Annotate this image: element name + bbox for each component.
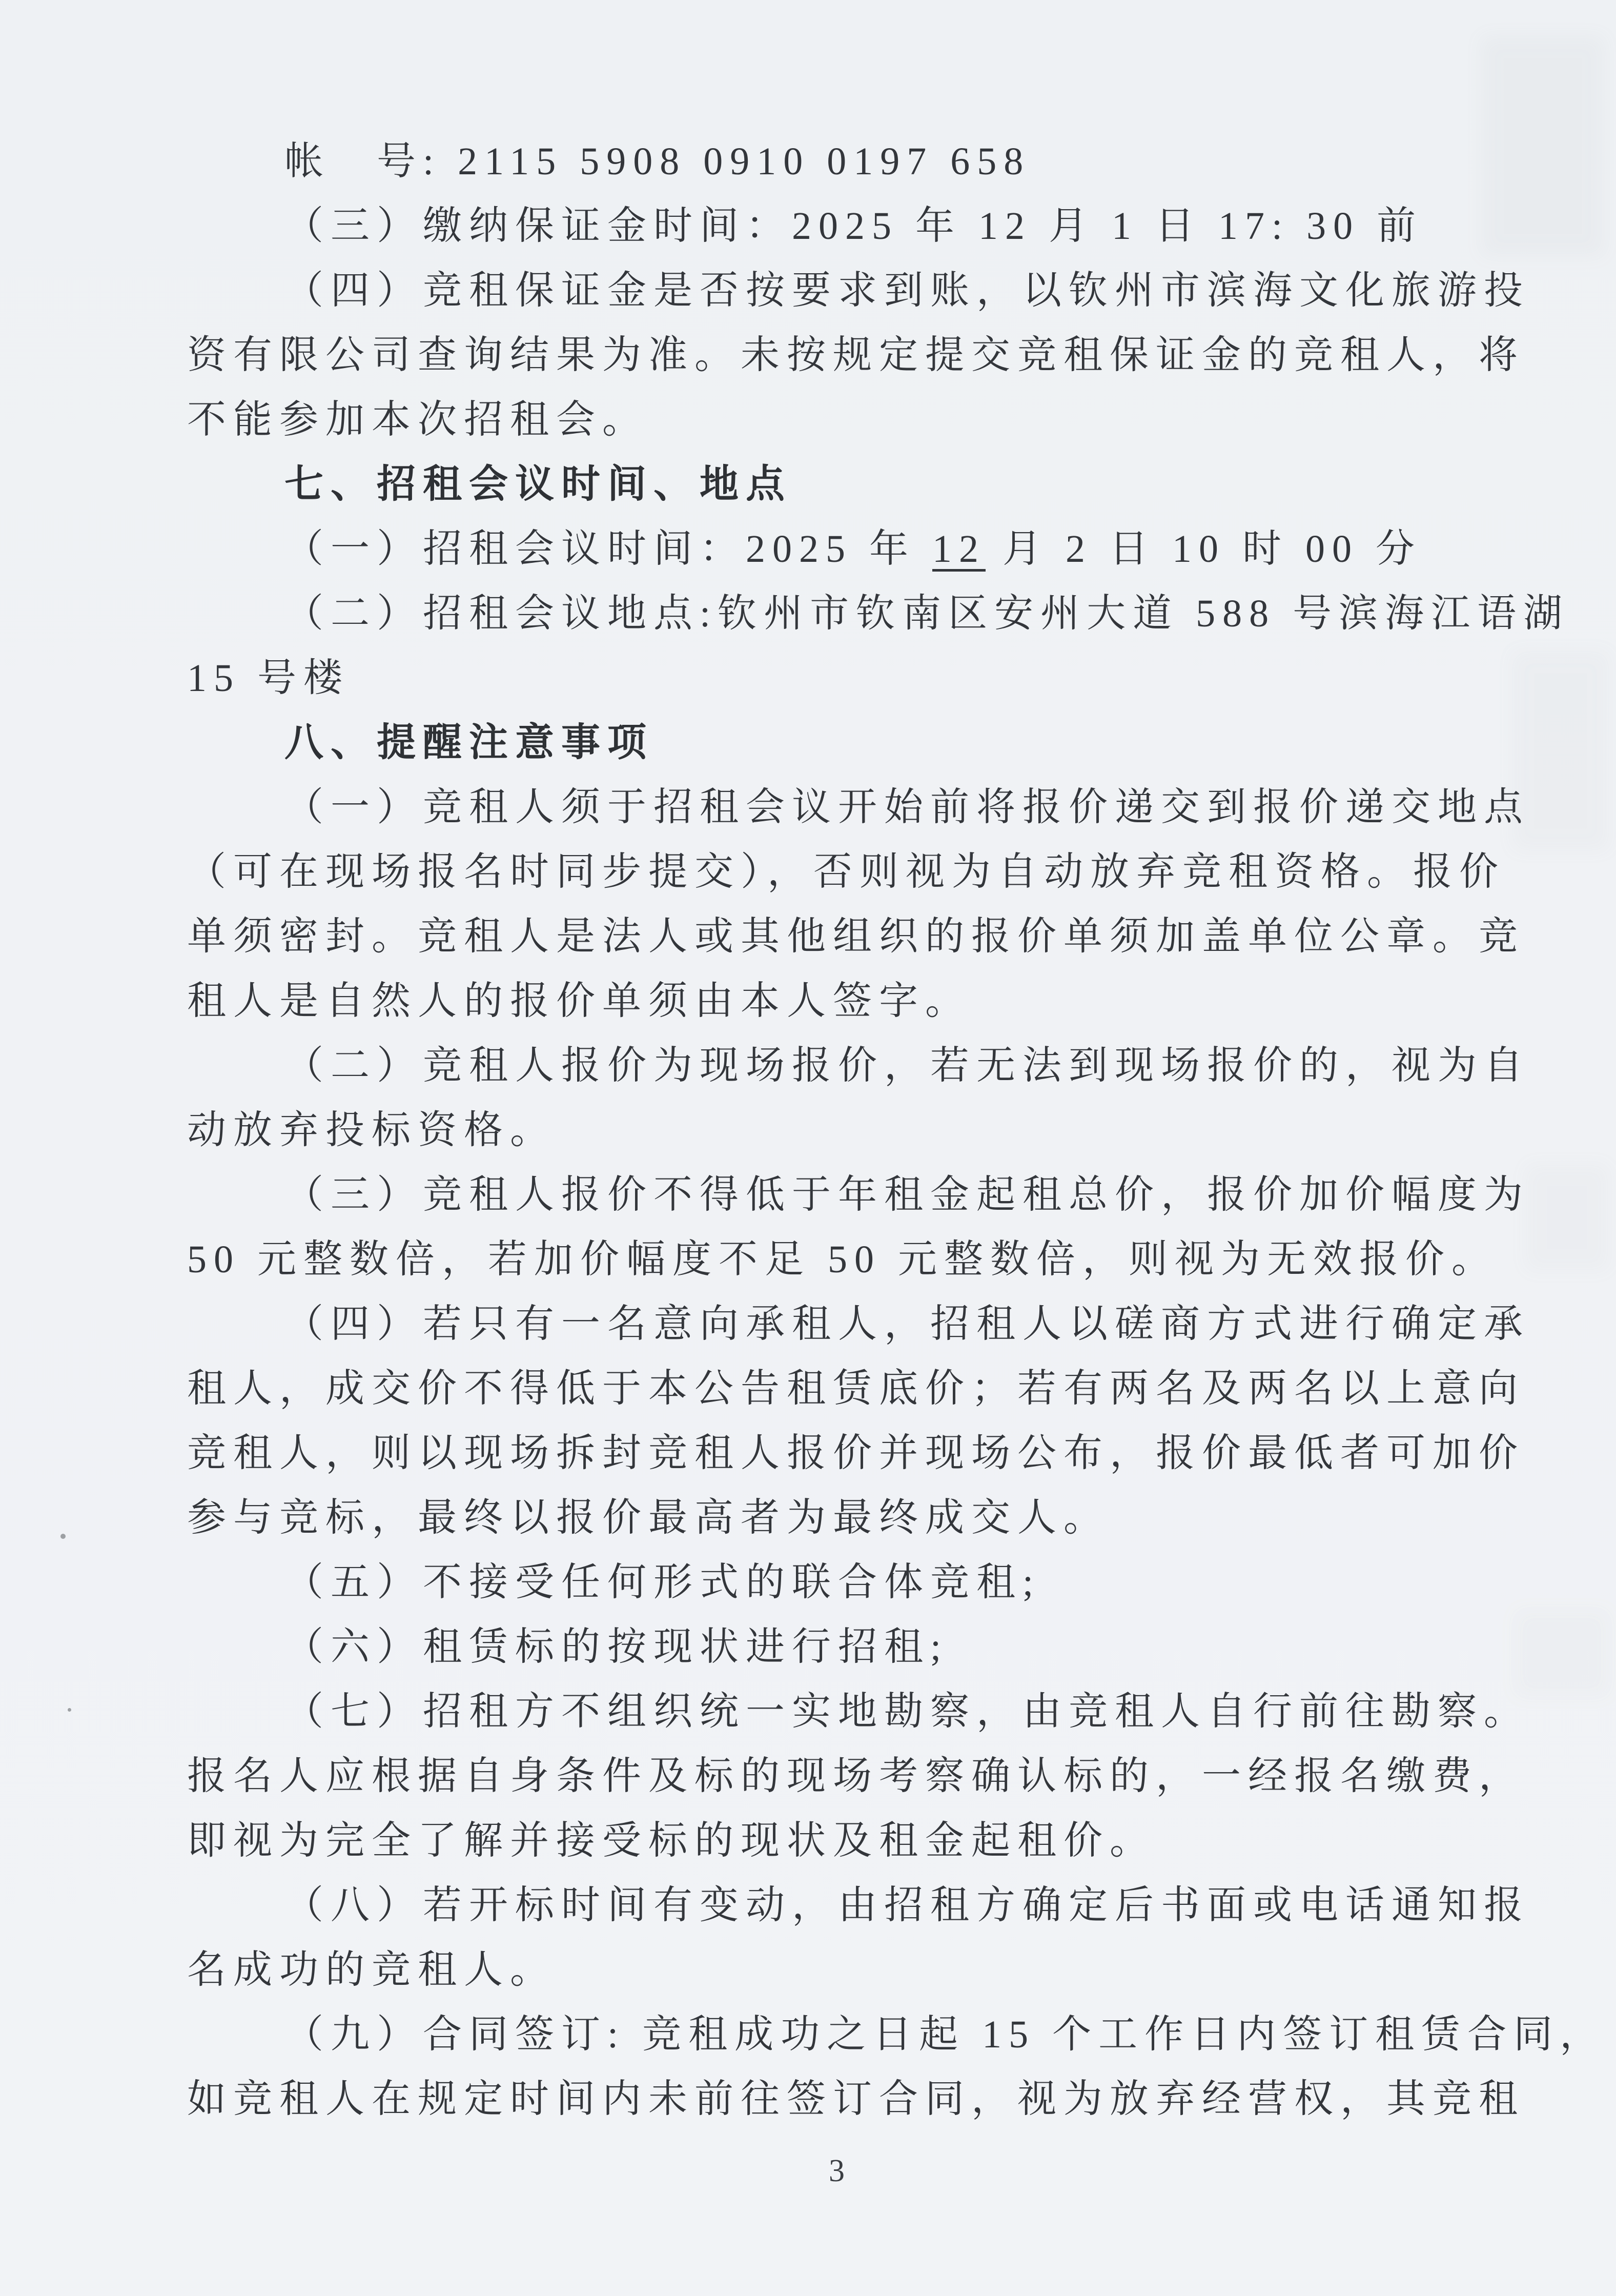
line-text: 租人是自然人的报价单须由本人签字。 [187, 980, 971, 1023]
line-text: 不能参加本次招租会。 [187, 398, 648, 441]
document-line [187, 1486, 1486, 1550]
document-line [187, 1163, 1530, 1227]
line-text: （二）招租会议地点:钦州市钦南区安州大道 588 号滨海江语湖 [284, 592, 1570, 635]
line-text: 资有限公司查询结果为准。未按规定提交竞租保证金的竞租人，将 [187, 334, 1525, 377]
line-text: 租人，成交价不得低于本公告租赁底价；若有两名及两名以上意向 [187, 1367, 1525, 1410]
document-line [187, 775, 1530, 840]
line-text: 50 元整数倍，若加价幅度不足 50 元整数倍，则视为无效报价。 [187, 1238, 1498, 1281]
document-body [187, 129, 1606, 2131]
document-line [187, 1033, 1530, 1098]
document-line [187, 840, 1505, 904]
section-heading [187, 452, 1486, 517]
document-line [187, 1873, 1530, 1938]
page-number: 3 [829, 2153, 845, 2188]
document-line [187, 904, 1525, 969]
line-text: （九）合同签订: 竞租成功之日起 15 个工作日内签订租赁合同， [284, 2013, 1606, 2056]
document-line [187, 1292, 1530, 1356]
underlined-text: 12 [932, 527, 986, 571]
line-text: 参与竞标，最终以报价最高者为最终成交人。 [187, 1496, 1110, 1539]
line-text: （七）招租方不组织统一实地勘察，由竞租人自行前往勘察。 [284, 1690, 1530, 1733]
document-line [187, 1679, 1530, 1744]
line-text: 单须密封。竞租人是法人或其他组织的报价单须加盖单位公章。竞 [187, 915, 1525, 958]
document-line [187, 646, 1486, 710]
line-text: 八、提醒注意事项 [284, 721, 653, 764]
document-line [187, 129, 1486, 194]
line-text: （三）竞租人报价不得低于年租金起租总价，报价加价幅度为 [284, 1173, 1530, 1216]
line-text: 竞租人，则以现场拆封竞租人报价并现场公布，报价最低者可加价 [187, 1432, 1525, 1475]
document-line [187, 969, 1486, 1033]
document-line [187, 1938, 1486, 2002]
document-line [187, 1744, 1525, 1809]
document-line [187, 194, 1486, 258]
line-text: 即视为完全了解并接受标的现状及租金起租价。 [187, 1819, 1156, 1862]
document-line [187, 517, 1486, 581]
document-line [187, 1227, 1498, 1292]
document-line [187, 323, 1525, 388]
line-text: 动放弃投标资格。 [187, 1109, 556, 1152]
document-line [187, 1098, 1486, 1163]
document-line [187, 2002, 1606, 2067]
document-line [187, 1809, 1486, 1873]
document-line [187, 1421, 1525, 1486]
section-heading [187, 710, 1486, 775]
line-text: （四）竞租保证金是否按要求到账，以钦州市滨海文化旅游投 [284, 269, 1530, 312]
document-line [187, 1356, 1525, 1421]
line-text: （可在现场报名时同步提交），否则视为自动放弃竞租资格。报价 [187, 850, 1505, 893]
document-line [187, 581, 1570, 646]
line-text: 名成功的竞租人。 [187, 1948, 556, 1992]
document-line [187, 388, 1486, 452]
line-text: （五）不接受任何形式的联合体竞租; [284, 1561, 1041, 1604]
document-line [187, 2067, 1525, 2131]
line-text: 七、招租会议时间、地点 [284, 463, 792, 506]
line-text: （一）招租会议时间：2025 年 [284, 527, 932, 571]
document-line [187, 1615, 1486, 1679]
document-line [187, 258, 1530, 323]
line-text: （一）竞租人须于招租会议开始前将报价递交到报价递交地点 [284, 786, 1530, 829]
line-text: （四）若只有一名意向承租人，招租人以磋商方式进行确定承 [284, 1303, 1530, 1346]
document-line [187, 1550, 1486, 1615]
line-text: 如竞租人在规定时间内未前往签订合同，视为放弃经营权，其竞租 [187, 2078, 1525, 2121]
line-text: 帐 号: 2115 5908 0910 0197 658 [284, 140, 1031, 183]
line-text: 月 2 日 10 时 00 分 [986, 527, 1422, 571]
line-text: （六）租赁标的按现状进行招租; [284, 1626, 949, 1669]
line-text: （八）若开标时间有变动，由招租方确定后书面或电话通知报 [284, 1884, 1530, 1927]
line-text: 15 号楼 [187, 657, 350, 700]
line-text: （三）缴纳保证金时间：2025 年 12 月 1 日 17: 30 前 [284, 205, 1423, 248]
line-text: （二）竞租人报价为现场报价，若无法到现场报价的，视为自 [284, 1044, 1530, 1087]
line-text: 报名人应根据自身条件及标的现场考察确认标的，一经报名缴费， [187, 1755, 1525, 1798]
